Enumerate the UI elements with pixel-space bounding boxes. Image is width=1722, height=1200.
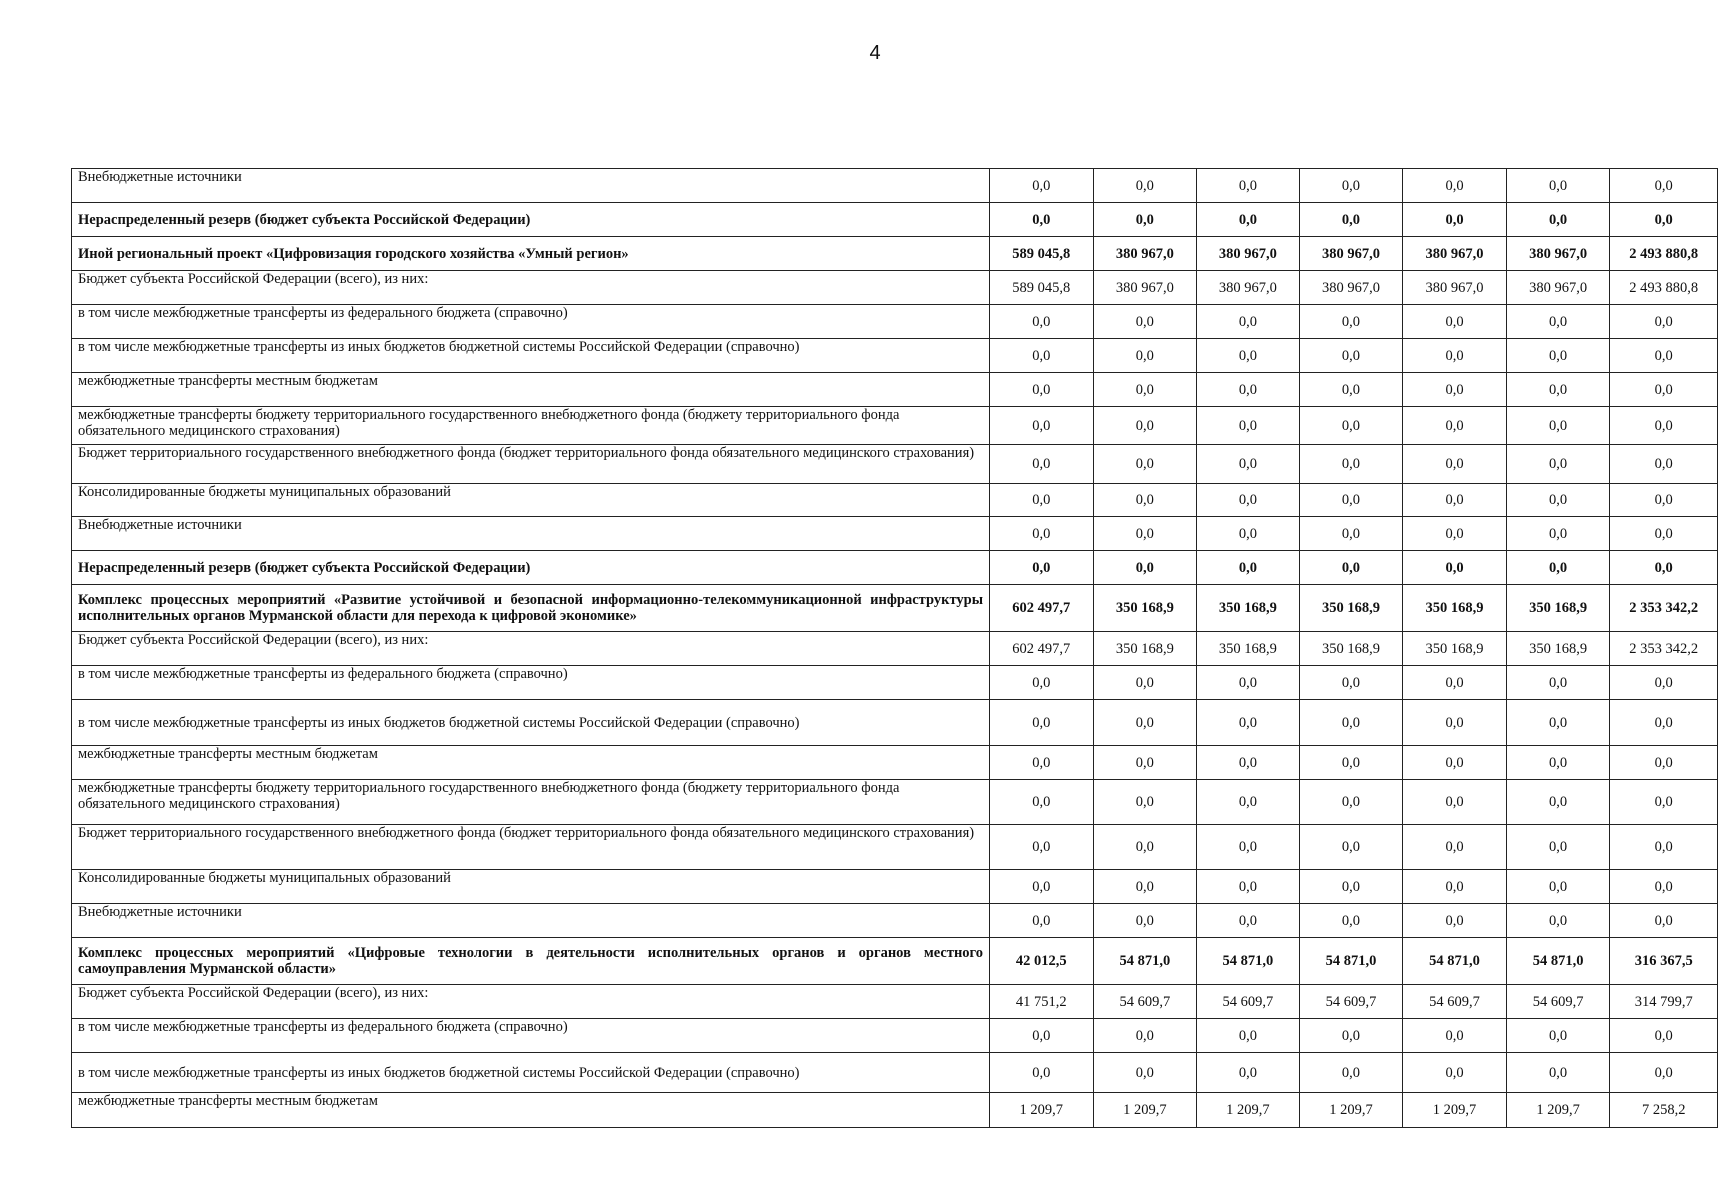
value-cell: 0,0 bbox=[1093, 780, 1197, 825]
value-cell: 350 168,9 bbox=[1093, 632, 1197, 666]
value-cell: 0,0 bbox=[1610, 445, 1718, 484]
table-row bbox=[72, 484, 1718, 517]
value-cell: 0,0 bbox=[1403, 825, 1507, 870]
value-cell: 0,0 bbox=[1197, 484, 1300, 517]
value-cell: 0,0 bbox=[1610, 746, 1718, 780]
value-cell: 0,0 bbox=[1403, 407, 1507, 445]
value-cell: 0,0 bbox=[1403, 780, 1507, 825]
value-cell: 2 353 342,2 bbox=[1610, 585, 1718, 632]
value-cell: 0,0 bbox=[1197, 373, 1300, 407]
table-row bbox=[72, 938, 1718, 985]
value-cell: 0,0 bbox=[990, 666, 1094, 700]
row-label: Консолидированные бюджеты муниципальных образований bbox=[72, 870, 990, 904]
value-cell: 0,0 bbox=[1299, 780, 1403, 825]
value-cell: 0,0 bbox=[1299, 169, 1403, 203]
table-row bbox=[72, 339, 1718, 373]
value-cell: 0,0 bbox=[1610, 551, 1718, 585]
value-cell: 0,0 bbox=[1093, 700, 1197, 746]
value-cell: 0,0 bbox=[1506, 1053, 1610, 1093]
row-label: в том числе межбюджетные трансферты из федерального бюджета (справочно) bbox=[72, 1019, 990, 1053]
row-label: Нераспределенный резерв (бюджет субъекта Российской Федерации) bbox=[72, 203, 990, 237]
table-row bbox=[72, 517, 1718, 551]
value-cell: 350 168,9 bbox=[1403, 632, 1507, 666]
value-cell: 42 012,5 bbox=[990, 938, 1094, 985]
value-cell: 602 497,7 bbox=[990, 585, 1094, 632]
budget-table bbox=[71, 168, 1718, 1128]
row-label: в том числе межбюджетные трансферты из иных бюджетов бюджетной системы Российской Федерации (справочно) bbox=[72, 700, 990, 746]
table-row bbox=[72, 237, 1718, 271]
value-cell: 0,0 bbox=[1299, 746, 1403, 780]
table-row bbox=[72, 666, 1718, 700]
value-cell: 380 967,0 bbox=[1506, 237, 1610, 271]
value-cell: 0,0 bbox=[1299, 407, 1403, 445]
value-cell: 54 609,7 bbox=[1403, 985, 1507, 1019]
value-cell: 0,0 bbox=[1403, 1053, 1507, 1093]
value-cell: 0,0 bbox=[990, 305, 1094, 339]
value-cell: 0,0 bbox=[1299, 825, 1403, 870]
value-cell: 0,0 bbox=[1197, 1019, 1300, 1053]
value-cell: 0,0 bbox=[1093, 825, 1197, 870]
value-cell: 0,0 bbox=[1093, 484, 1197, 517]
value-cell: 0,0 bbox=[1403, 700, 1507, 746]
value-cell: 0,0 bbox=[990, 407, 1094, 445]
value-cell: 0,0 bbox=[1610, 666, 1718, 700]
value-cell: 0,0 bbox=[1197, 517, 1300, 551]
value-cell: 0,0 bbox=[1197, 825, 1300, 870]
row-label: в том числе межбюджетные трансферты из федерального бюджета (справочно) bbox=[72, 666, 990, 700]
row-label: Комплекс процессных мероприятий «Цифровые технологии в деятельности исполнительных органов и органов местного самоуправления Мурманской области» bbox=[72, 938, 990, 985]
value-cell: 350 168,9 bbox=[1506, 632, 1610, 666]
value-cell: 0,0 bbox=[990, 780, 1094, 825]
value-cell: 54 609,7 bbox=[1299, 985, 1403, 1019]
value-cell: 0,0 bbox=[1299, 666, 1403, 700]
value-cell: 0,0 bbox=[1610, 1019, 1718, 1053]
table-row bbox=[72, 985, 1718, 1019]
value-cell: 380 967,0 bbox=[1299, 237, 1403, 271]
value-cell: 0,0 bbox=[1299, 445, 1403, 484]
value-cell: 0,0 bbox=[1197, 169, 1300, 203]
value-cell: 0,0 bbox=[990, 517, 1094, 551]
value-cell: 0,0 bbox=[990, 339, 1094, 373]
value-cell: 380 967,0 bbox=[1093, 237, 1197, 271]
value-cell: 0,0 bbox=[1299, 700, 1403, 746]
value-cell: 0,0 bbox=[1506, 700, 1610, 746]
value-cell: 0,0 bbox=[1093, 305, 1197, 339]
value-cell: 380 967,0 bbox=[1403, 237, 1507, 271]
row-label: Внебюджетные источники bbox=[72, 169, 990, 203]
value-cell: 0,0 bbox=[1506, 407, 1610, 445]
table-row bbox=[72, 271, 1718, 305]
value-cell: 0,0 bbox=[1506, 551, 1610, 585]
value-cell: 0,0 bbox=[1197, 551, 1300, 585]
value-cell: 0,0 bbox=[1299, 1053, 1403, 1093]
value-cell: 0,0 bbox=[1299, 203, 1403, 237]
value-cell: 0,0 bbox=[1299, 339, 1403, 373]
value-cell: 54 871,0 bbox=[1299, 938, 1403, 985]
row-label: Внебюджетные источники bbox=[72, 904, 990, 938]
value-cell: 0,0 bbox=[1506, 1019, 1610, 1053]
value-cell: 0,0 bbox=[1403, 339, 1507, 373]
value-cell: 0,0 bbox=[1610, 373, 1718, 407]
value-cell: 380 967,0 bbox=[1299, 271, 1403, 305]
value-cell: 0,0 bbox=[1506, 746, 1610, 780]
value-cell: 350 168,9 bbox=[1197, 632, 1300, 666]
value-cell: 380 967,0 bbox=[1093, 271, 1197, 305]
table-row bbox=[72, 373, 1718, 407]
row-label: межбюджетные трансферты местным бюджетам bbox=[72, 373, 990, 407]
value-cell: 0,0 bbox=[1093, 746, 1197, 780]
value-cell: 0,0 bbox=[1299, 484, 1403, 517]
value-cell: 0,0 bbox=[1299, 904, 1403, 938]
value-cell: 0,0 bbox=[1093, 870, 1197, 904]
value-cell: 380 967,0 bbox=[1403, 271, 1507, 305]
value-cell: 54 871,0 bbox=[1093, 938, 1197, 985]
value-cell: 0,0 bbox=[1506, 445, 1610, 484]
value-cell: 589 045,8 bbox=[990, 237, 1094, 271]
row-label: в том числе межбюджетные трансферты из иных бюджетов бюджетной системы Российской Федерации (справочно) bbox=[72, 339, 990, 373]
table-row bbox=[72, 632, 1718, 666]
row-label: Бюджет территориального государственного внебюджетного фонда (бюджет территориального фонда обязательного медицинского страхования) bbox=[72, 825, 990, 870]
value-cell: 380 967,0 bbox=[1197, 237, 1300, 271]
value-cell: 0,0 bbox=[1093, 666, 1197, 700]
value-cell: 1 209,7 bbox=[1197, 1093, 1300, 1128]
value-cell: 1 209,7 bbox=[990, 1093, 1094, 1128]
value-cell: 1 209,7 bbox=[1506, 1093, 1610, 1128]
value-cell: 0,0 bbox=[990, 1019, 1094, 1053]
value-cell: 1 209,7 bbox=[1093, 1093, 1197, 1128]
value-cell: 0,0 bbox=[1610, 780, 1718, 825]
value-cell: 0,0 bbox=[1506, 666, 1610, 700]
value-cell: 0,0 bbox=[1093, 339, 1197, 373]
value-cell: 54 609,7 bbox=[1506, 985, 1610, 1019]
value-cell: 350 168,9 bbox=[1197, 585, 1300, 632]
value-cell: 54 871,0 bbox=[1403, 938, 1507, 985]
value-cell: 0,0 bbox=[1093, 551, 1197, 585]
table-row bbox=[72, 904, 1718, 938]
value-cell: 602 497,7 bbox=[990, 632, 1094, 666]
value-cell: 0,0 bbox=[990, 870, 1094, 904]
value-cell: 0,0 bbox=[1197, 700, 1300, 746]
table-row bbox=[72, 407, 1718, 445]
row-label: Бюджет субъекта Российской Федерации (всего), из них: bbox=[72, 271, 990, 305]
value-cell: 0,0 bbox=[1197, 445, 1300, 484]
value-cell: 1 209,7 bbox=[1403, 1093, 1507, 1128]
value-cell: 0,0 bbox=[1403, 746, 1507, 780]
value-cell: 0,0 bbox=[1093, 373, 1197, 407]
row-label: в том числе межбюджетные трансферты из иных бюджетов бюджетной системы Российской Федерации (справочно) bbox=[72, 1053, 990, 1093]
value-cell: 0,0 bbox=[1299, 373, 1403, 407]
value-cell: 0,0 bbox=[1299, 517, 1403, 551]
value-cell: 380 967,0 bbox=[1506, 271, 1610, 305]
row-label: Бюджет субъекта Российской Федерации (всего), из них: bbox=[72, 632, 990, 666]
value-cell: 54 609,7 bbox=[1093, 985, 1197, 1019]
row-label: Внебюджетные источники bbox=[72, 517, 990, 551]
value-cell: 0,0 bbox=[1403, 1019, 1507, 1053]
value-cell: 0,0 bbox=[1197, 203, 1300, 237]
value-cell: 41 751,2 bbox=[990, 985, 1094, 1019]
value-cell: 0,0 bbox=[1403, 666, 1507, 700]
value-cell: 0,0 bbox=[990, 825, 1094, 870]
row-label: межбюджетные трансферты местным бюджетам bbox=[72, 1093, 990, 1128]
table-row bbox=[72, 780, 1718, 825]
value-cell: 0,0 bbox=[990, 484, 1094, 517]
value-cell: 0,0 bbox=[1506, 339, 1610, 373]
value-cell: 0,0 bbox=[1197, 1053, 1300, 1093]
table-row bbox=[72, 1019, 1718, 1053]
value-cell: 0,0 bbox=[1610, 904, 1718, 938]
row-label: Бюджет субъекта Российской Федерации (всего), из них: bbox=[72, 985, 990, 1019]
value-cell: 0,0 bbox=[1403, 870, 1507, 904]
value-cell: 0,0 bbox=[1610, 305, 1718, 339]
value-cell: 0,0 bbox=[1093, 407, 1197, 445]
value-cell: 0,0 bbox=[1506, 169, 1610, 203]
value-cell: 0,0 bbox=[1506, 373, 1610, 407]
row-label: Нераспределенный резерв (бюджет субъекта Российской Федерации) bbox=[72, 551, 990, 585]
table-row bbox=[72, 445, 1718, 484]
value-cell: 0,0 bbox=[1610, 169, 1718, 203]
value-cell: 0,0 bbox=[1403, 169, 1507, 203]
table-row bbox=[72, 870, 1718, 904]
table-row bbox=[72, 585, 1718, 632]
value-cell: 54 609,7 bbox=[1197, 985, 1300, 1019]
value-cell: 350 168,9 bbox=[1093, 585, 1197, 632]
value-cell: 0,0 bbox=[1197, 666, 1300, 700]
value-cell: 0,0 bbox=[1610, 407, 1718, 445]
row-label: в том числе межбюджетные трансферты из федерального бюджета (справочно) bbox=[72, 305, 990, 339]
value-cell: 0,0 bbox=[1610, 517, 1718, 551]
value-cell: 0,0 bbox=[1093, 904, 1197, 938]
value-cell: 0,0 bbox=[990, 445, 1094, 484]
value-cell: 1 209,7 bbox=[1299, 1093, 1403, 1128]
value-cell: 0,0 bbox=[1299, 870, 1403, 904]
value-cell: 0,0 bbox=[1403, 517, 1507, 551]
value-cell: 380 967,0 bbox=[1197, 271, 1300, 305]
table-row bbox=[72, 746, 1718, 780]
table-row bbox=[72, 169, 1718, 203]
value-cell: 0,0 bbox=[1197, 407, 1300, 445]
value-cell: 2 353 342,2 bbox=[1610, 632, 1718, 666]
row-label: Бюджет территориального государственного внебюджетного фонда (бюджет территориального фонда обязательного медицинского страхования) bbox=[72, 445, 990, 484]
value-cell: 0,0 bbox=[990, 700, 1094, 746]
value-cell: 0,0 bbox=[1610, 825, 1718, 870]
value-cell: 350 168,9 bbox=[1403, 585, 1507, 632]
value-cell: 0,0 bbox=[1197, 305, 1300, 339]
value-cell: 0,0 bbox=[1610, 339, 1718, 373]
value-cell: 7 258,2 bbox=[1610, 1093, 1718, 1128]
value-cell: 0,0 bbox=[1610, 484, 1718, 517]
value-cell: 0,0 bbox=[1197, 746, 1300, 780]
value-cell: 0,0 bbox=[1403, 551, 1507, 585]
value-cell: 0,0 bbox=[1093, 203, 1197, 237]
value-cell: 0,0 bbox=[1506, 517, 1610, 551]
row-label: Иной региональный проект «Цифровизация городского хозяйства «Умный регион» bbox=[72, 237, 990, 271]
row-label: Консолидированные бюджеты муниципальных образований bbox=[72, 484, 990, 517]
row-label: межбюджетные трансферты местным бюджетам bbox=[72, 746, 990, 780]
value-cell: 0,0 bbox=[1197, 904, 1300, 938]
value-cell: 0,0 bbox=[1610, 203, 1718, 237]
value-cell: 0,0 bbox=[1093, 517, 1197, 551]
table-row bbox=[72, 1053, 1718, 1093]
value-cell: 54 871,0 bbox=[1506, 938, 1610, 985]
value-cell: 0,0 bbox=[1093, 1053, 1197, 1093]
value-cell: 0,0 bbox=[1506, 904, 1610, 938]
value-cell: 0,0 bbox=[1403, 203, 1507, 237]
value-cell: 0,0 bbox=[1403, 484, 1507, 517]
value-cell: 0,0 bbox=[1299, 551, 1403, 585]
value-cell: 350 168,9 bbox=[1299, 632, 1403, 666]
value-cell: 314 799,7 bbox=[1610, 985, 1718, 1019]
value-cell: 589 045,8 bbox=[990, 271, 1094, 305]
value-cell: 0,0 bbox=[1610, 700, 1718, 746]
value-cell: 0,0 bbox=[990, 169, 1094, 203]
table-row bbox=[72, 305, 1718, 339]
table-row bbox=[72, 203, 1718, 237]
value-cell: 350 168,9 bbox=[1299, 585, 1403, 632]
value-cell: 0,0 bbox=[1403, 904, 1507, 938]
value-cell: 2 493 880,8 bbox=[1610, 237, 1718, 271]
value-cell: 316 367,5 bbox=[1610, 938, 1718, 985]
table-row bbox=[72, 825, 1718, 870]
value-cell: 0,0 bbox=[990, 904, 1094, 938]
value-cell: 0,0 bbox=[990, 373, 1094, 407]
table-row bbox=[72, 700, 1718, 746]
page-number: 4 bbox=[869, 42, 881, 64]
value-cell: 0,0 bbox=[1299, 305, 1403, 339]
value-cell: 0,0 bbox=[1506, 203, 1610, 237]
value-cell: 0,0 bbox=[990, 203, 1094, 237]
value-cell: 0,0 bbox=[1506, 484, 1610, 517]
value-cell: 0,0 bbox=[990, 1053, 1094, 1093]
value-cell: 2 493 880,8 bbox=[1610, 271, 1718, 305]
row-label: Комплекс процессных мероприятий «Развитие устойчивой и безопасной информационно-телекоммуникационной инфраструктуры исполнительных органов Мурманской области для перехода к цифровой экономике» bbox=[72, 585, 990, 632]
value-cell: 0,0 bbox=[1506, 870, 1610, 904]
value-cell: 0,0 bbox=[1506, 305, 1610, 339]
row-label: межбюджетные трансферты бюджету территориального государственного внебюджетного фонда (бюджету территориального фонда обязательного медицинского страхования) bbox=[72, 780, 990, 825]
value-cell: 0,0 bbox=[990, 551, 1094, 585]
value-cell: 350 168,9 bbox=[1506, 585, 1610, 632]
value-cell: 0,0 bbox=[1610, 870, 1718, 904]
table-row bbox=[72, 1093, 1718, 1128]
value-cell: 0,0 bbox=[1093, 445, 1197, 484]
value-cell: 0,0 bbox=[1403, 373, 1507, 407]
row-label: межбюджетные трансферты бюджету территориального государственного внебюджетного фонда (бюджету территориального фонда обязательного медицинского страхования) bbox=[72, 407, 990, 445]
table-row bbox=[72, 551, 1718, 585]
value-cell: 0,0 bbox=[1610, 1053, 1718, 1093]
value-cell: 0,0 bbox=[1197, 339, 1300, 373]
value-cell: 0,0 bbox=[1506, 825, 1610, 870]
value-cell: 0,0 bbox=[1093, 169, 1197, 203]
value-cell: 0,0 bbox=[1403, 445, 1507, 484]
value-cell: 0,0 bbox=[1093, 1019, 1197, 1053]
value-cell: 0,0 bbox=[1197, 870, 1300, 904]
value-cell: 0,0 bbox=[1299, 1019, 1403, 1053]
value-cell: 0,0 bbox=[1506, 780, 1610, 825]
value-cell: 0,0 bbox=[1197, 780, 1300, 825]
value-cell: 54 871,0 bbox=[1197, 938, 1300, 985]
value-cell: 0,0 bbox=[990, 746, 1094, 780]
value-cell: 0,0 bbox=[1403, 305, 1507, 339]
